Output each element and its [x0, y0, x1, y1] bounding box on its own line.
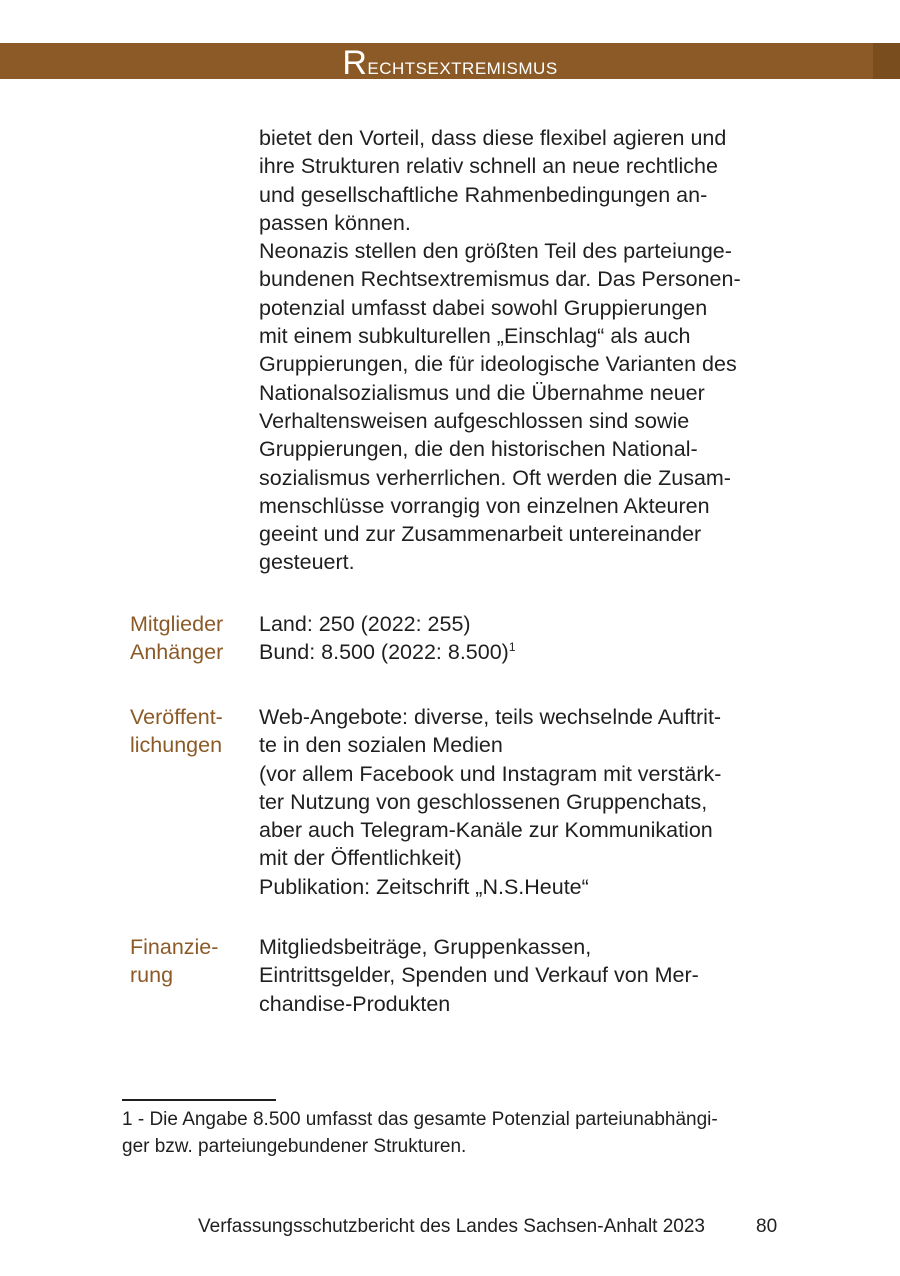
body-line: Neonazis stellen den größten Teil des parteiunge- [259, 239, 732, 264]
publications-label-line: lichungen [130, 733, 223, 758]
financing-value [259, 933, 799, 1018]
publications-line: mit der Öffentlichkeit) [259, 846, 462, 871]
footnote-reference: 1 [508, 640, 516, 655]
body-line: und gesellschaftliche Rahmenbedingungen an- [259, 182, 708, 207]
members-value [259, 610, 799, 667]
publications-label [130, 703, 255, 760]
body-line: gesteuert. [259, 550, 355, 575]
body-line: ihre Strukturen relativ schnell an neue rechtliche [259, 154, 718, 179]
publications-line: Publikation: Zeitschrift „N.S.Heute“ [259, 874, 589, 899]
body-line: bundenen Rechtsextremismus dar. Das Personen- [259, 267, 741, 292]
publications-line: te in den sozialen Medien [259, 733, 503, 758]
members-land: Land: 250 (2022: 255) [259, 612, 471, 636]
header-band [0, 43, 900, 82]
publications-line: (vor allem Facebook und Instagram mit verstärk- [259, 761, 722, 786]
body-line: mit einem subkulturellen „Einschlag“ als auch [259, 324, 691, 349]
members-bund: Bund: 8.500 (2022: 8.500) [259, 640, 509, 665]
members-bund-line [259, 638, 799, 666]
footer-title: Verfassungsschutzbericht des Landes Sachsen-Anhalt 2023 [198, 1216, 705, 1237]
publications-line: aber auch Telegram-Kanäle zur Kommunikation [259, 818, 713, 843]
body-line: potenzial umfasst dabei sowohl Gruppierungen [259, 295, 708, 320]
footnote-divider [122, 1099, 276, 1101]
publications-line: Web-Angebote: diverse, teils wechselnde Auftrit- [259, 705, 722, 729]
footnote-line: 1 - Die Angabe 8.500 umfasst das gesamte Potenzial parteiunabhängi- [122, 1109, 718, 1130]
body-line: Gruppierungen, die den historischen National- [259, 437, 698, 462]
members-label-line: Mitglieder [130, 612, 224, 636]
body-line: bietet den Vorteil, dass diese flexibel agieren und [259, 126, 727, 150]
publications-value [259, 703, 799, 901]
financing-label [130, 933, 255, 990]
footnote-line: ger bzw. parteiungebundener Strukturen. [122, 1136, 467, 1157]
publications-line: ter Nutzung von geschlossenen Gruppenchats, [259, 789, 708, 814]
chapter-title-rest: echtsextremismus [367, 53, 558, 80]
financing-line: chandise-Produkten [259, 991, 451, 1016]
body-line: sozialismus verherrlichen. Oft werden die Zusam- [259, 465, 731, 490]
publications-label-line: Veröffent- [130, 705, 223, 729]
chapter-title-initial: R [342, 44, 368, 82]
financing-label-line: rung [130, 963, 174, 988]
body-line: geeint und zur Zusammenarbeit untereinander [259, 522, 702, 547]
body-line: passen können. [259, 210, 411, 235]
followers-label-line: Anhänger [130, 640, 224, 665]
financing-label-line: Finanzie- [130, 935, 219, 959]
page-number: 80 [756, 1216, 778, 1237]
body-line: Nationalsozialismus und die Übernahme neuer [259, 380, 705, 405]
body-line: Gruppierungen, die für ideologische Varianten des [259, 352, 737, 377]
body-line: Verhaltensweisen aufgeschlossen sind sowie [259, 408, 690, 433]
footnote [122, 1106, 802, 1160]
members-label [130, 610, 255, 667]
financing-line: Eintrittsgelder, Spenden und Verkauf von Mer- [259, 963, 699, 988]
body-paragraphs [259, 124, 799, 577]
chapter-title [0, 43, 900, 82]
body-line: menschlüsse vorrangig von einzelnen Akteuren [259, 493, 710, 518]
financing-line: Mitgliedsbeiträge, Gruppenkassen, [259, 935, 592, 959]
